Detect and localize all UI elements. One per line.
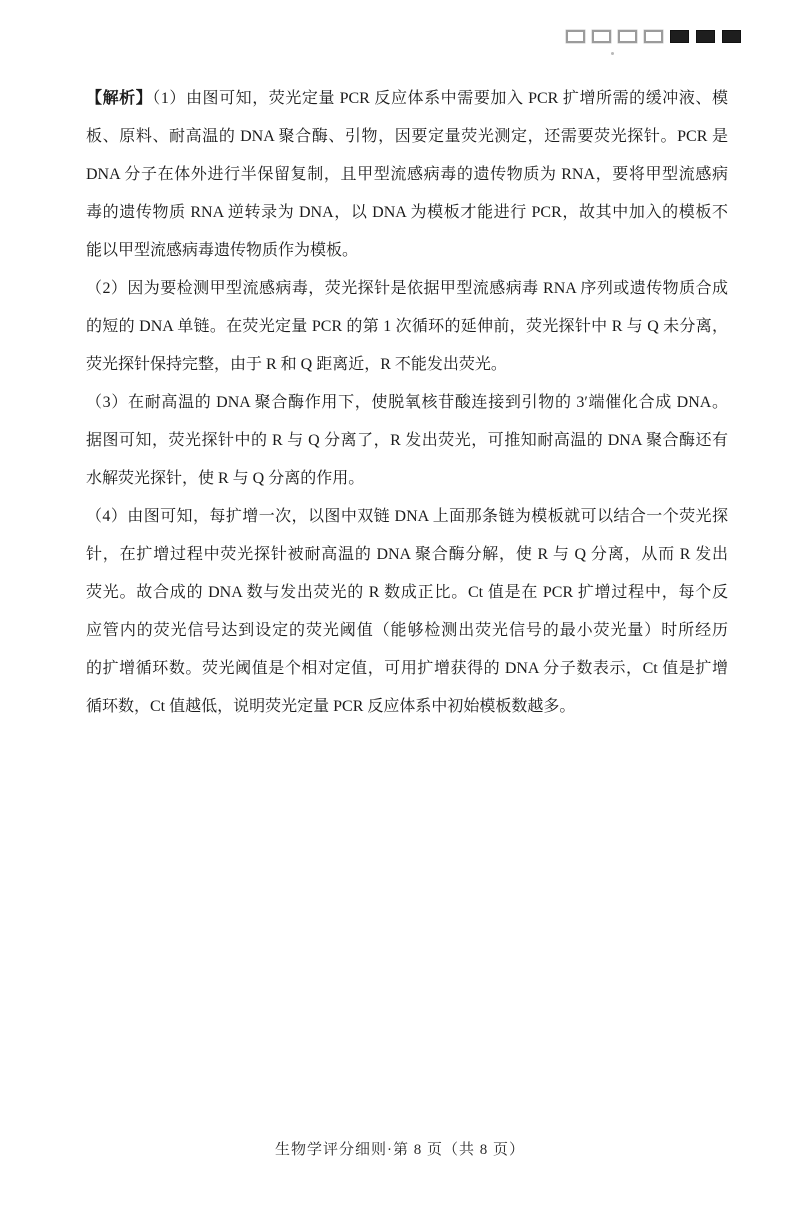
analysis-line: 水解荧光探针，使 R 与 Q 分离的作用。 xyxy=(86,470,365,487)
filled-square xyxy=(696,30,715,43)
print-registration-marks xyxy=(566,30,741,43)
analysis-line: 能以甲型流感病毒遗传物质作为模板。 xyxy=(86,242,359,259)
outline-square xyxy=(618,30,637,43)
analysis-line: 板、原料、耐高温的 DNA 聚合酶、引物，因要定量荧光测定，还需要荧光探针。PCR 是 xyxy=(86,128,728,145)
outline-square xyxy=(644,30,663,43)
analysis-line: 的扩增循环数。荧光阈值是个相对定值，可用扩增获得的 DNA 分子数表示，Ct 值是扩增 xyxy=(86,660,728,677)
analysis-line-text: （1）由图可知，荧光定量 PCR 反应体系中需要加入 PCR 扩增所需的缓冲液、模 xyxy=(152,90,728,107)
analysis-line: 荧光探针保持完整，由于 R 和 Q 距离近，R 不能发出荧光。 xyxy=(86,356,507,373)
analysis-line: 荧光。故合成的 DNA 数与发出荧光的 R 数成正比。Ct 值是在 PCR 扩增过程中，每个反 xyxy=(86,584,728,601)
page-footer: 生物学评分细则·第 8 页（共 8 页） xyxy=(275,1142,525,1158)
analysis-line: 应管内的荧光信号达到设定的荧光阈值（能够检测出荧光信号的最小荧光量）时所经历 xyxy=(86,622,728,639)
analysis-line: DNA 分子在体外进行半保留复制，且甲型流感病毒的遗传物质为 RNA，要将甲型流感病 xyxy=(86,166,728,183)
scan-speck xyxy=(611,52,614,55)
analysis-text-block xyxy=(86,80,728,726)
analysis-line: 循环数，Ct 值越低，说明荧光定量 PCR 反应体系中初始模板数越多。 xyxy=(86,698,576,715)
analysis-line: 毒的遗传物质 RNA 逆转录为 DNA，以 DNA 为模板才能进行 PCR，故其中加入的模板不 xyxy=(86,204,728,221)
analysis-line: 针，在扩增过程中荧光探针被耐高温的 DNA 聚合酶分解，使 R 与 Q 分离，从而 R 发出 xyxy=(86,546,728,563)
analysis-line: （4）由图可知，每扩增一次，以图中双链 DNA 上面那条链为模板就可以结合一个荧光探 xyxy=(86,508,728,525)
analysis-line: 的短的 DNA 单链。在荧光定量 PCR 的第 1 次循环的延伸前，荧光探针中 R 与 Q 未分离， xyxy=(86,318,728,335)
analysis-line: （2）因为要检测甲型流感病毒，荧光探针是依据甲型流感病毒 RNA 序列或遗传物质合成 xyxy=(86,280,728,297)
analysis-line: 据图可知，荧光探针中的 R 与 Q 分离了，R 发出荧光，可推知耐高温的 DNA 聚合酶还有 xyxy=(86,432,728,449)
outline-square xyxy=(592,30,611,43)
analysis-label: 【解析】 xyxy=(86,90,153,107)
filled-square xyxy=(670,30,689,43)
analysis-line xyxy=(86,80,728,118)
filled-square xyxy=(722,30,741,43)
analysis-line: （3）在耐高温的 DNA 聚合酶作用下，使脱氧核苷酸连接到引物的 3′端催化合成 DNA。 xyxy=(86,394,728,411)
outline-square xyxy=(566,30,585,43)
